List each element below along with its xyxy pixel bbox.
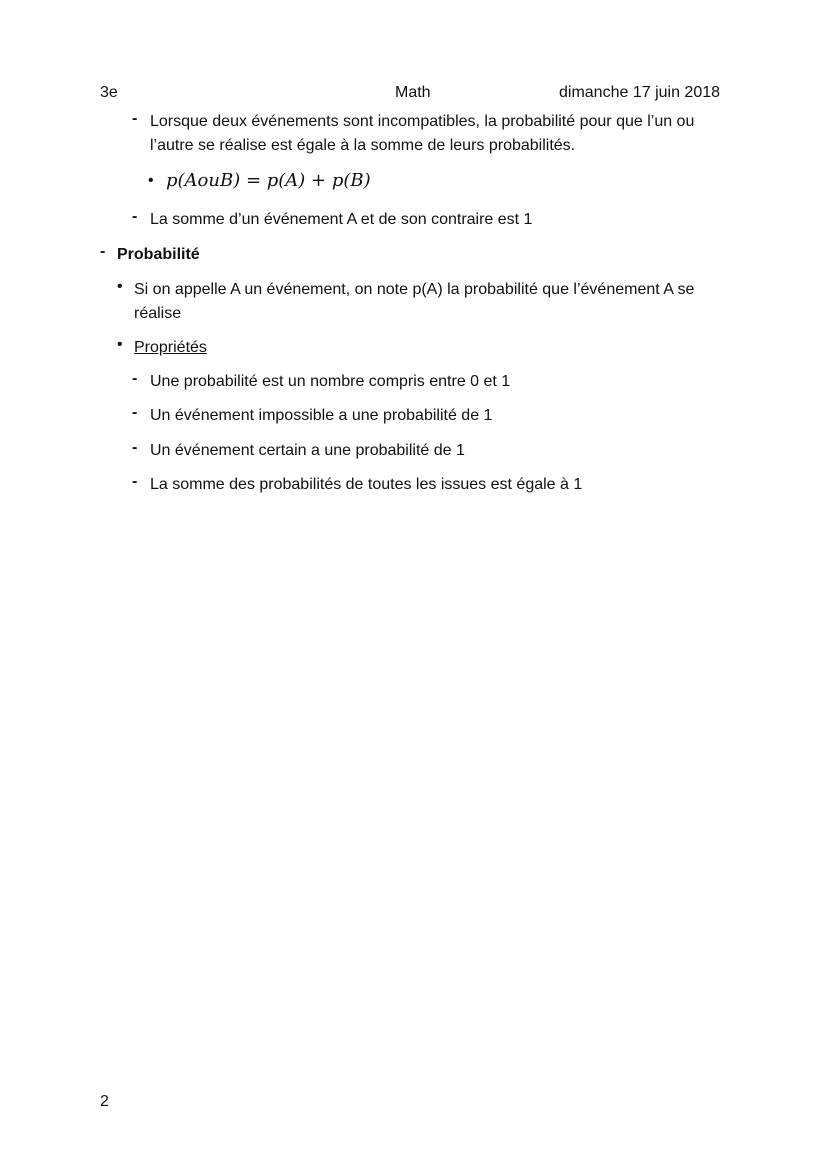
property-item: La somme des probabilités de toutes les issues est égale à 1	[150, 476, 583, 493]
properties-label: Propriétés	[134, 339, 207, 356]
paragraph-line: l’autre se réalise est égale à la somme de leurs probabilités.	[150, 137, 576, 154]
dash-marker: -	[132, 110, 138, 127]
header-class-label: 3e	[100, 84, 118, 101]
dash-marker: -	[132, 473, 138, 490]
section-title: Probabilité	[117, 246, 200, 263]
definition-line: Si on appelle A un événement, on note p(A) la probabilité que l’événement A se	[134, 281, 695, 298]
bullet-marker: •	[117, 278, 123, 295]
definition-line: réalise	[134, 305, 182, 322]
bullet-marker: •	[117, 336, 123, 353]
property-item: Un événement impossible a une probabilité de 1	[150, 407, 493, 424]
dash-marker: -	[100, 243, 106, 260]
bullet-marker: •	[148, 172, 154, 189]
header-subject-label: Math	[395, 84, 431, 101]
property-item: Un événement certain a une probabilité de 1	[150, 442, 465, 459]
paragraph-line: La somme d’un événement A et de son contraire est 1	[150, 211, 533, 228]
formula: p(AouB) = p(A) + p(B)	[166, 170, 371, 191]
dash-marker: -	[132, 439, 138, 456]
dash-marker: -	[132, 404, 138, 421]
dash-marker: -	[132, 208, 138, 225]
property-item: Une probabilité est un nombre compris entre 0 et 1	[150, 373, 511, 390]
page-number: 2	[100, 1093, 109, 1110]
dash-marker: -	[132, 370, 138, 387]
header-date-label: dimanche 17 juin 2018	[559, 84, 721, 101]
paragraph-line: Lorsque deux événements sont incompatibles, la probabilité pour que l’un ou	[150, 113, 695, 130]
